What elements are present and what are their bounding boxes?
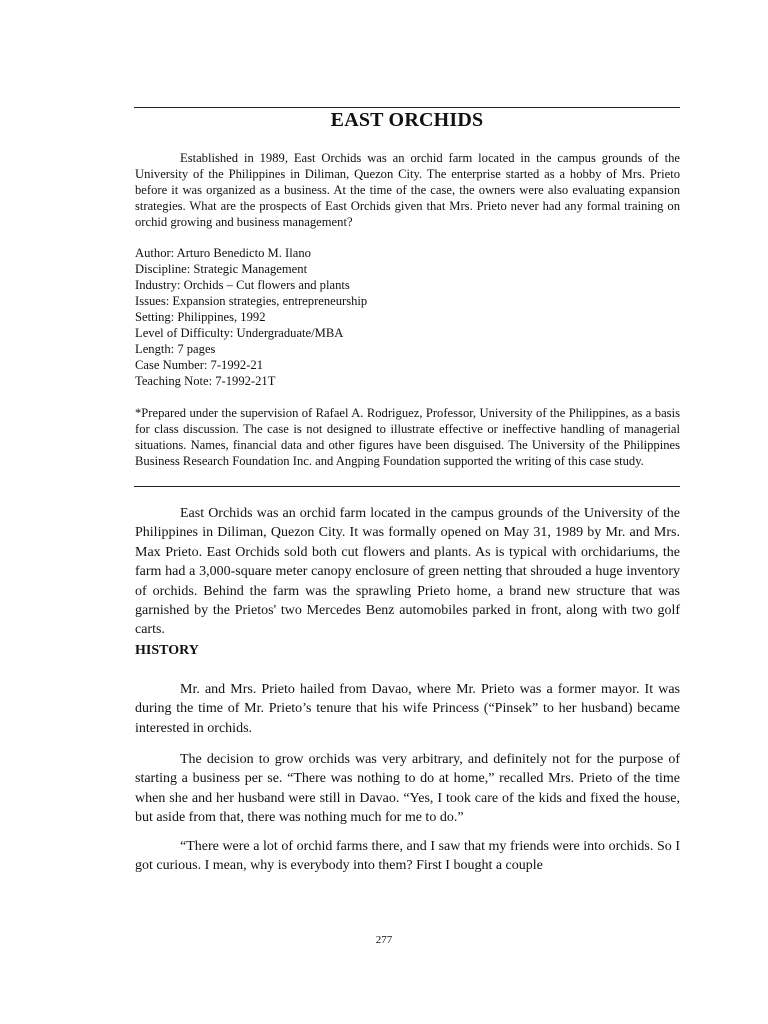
meta-difficulty: Level of Difficulty: Undergraduate/MBA: [135, 326, 344, 340]
page-number: 277: [375, 934, 393, 946]
meta-author: Author: Arturo Benedicto M. Ilano: [135, 246, 311, 260]
case-metadata: [135, 245, 367, 389]
meta-length: Length: 7 pages: [135, 342, 216, 356]
meta-teaching-note: Teaching Note: 7-1992-21T: [135, 374, 276, 388]
history-paragraph-2: The decision to grow orchids was very arbitrary, and definitely not for the purpose of starting a business per se. “There was nothing to do at home,” recalled Mrs. Prieto of the time when she and her husband were still in Davao. “Yes, I took care of the kids and fixed the house, but aside from that, there was nothing much for me to do.”: [135, 752, 680, 826]
top-rule: [134, 107, 680, 108]
meta-industry: Industry: Orchids – Cut flowers and plants: [135, 278, 350, 292]
history-paragraph-1: Mr. and Mrs. Prieto hailed from Davao, where Mr. Prieto was a former mayor. It was during the time of Mr. Prieto’s tenure that his wife Princess (“Pinsek” to her husband) became interested in orchids.: [135, 682, 680, 736]
history-paragraph-3: “There were a lot of orchid farms there, and I saw that my friends were into orchids. So I got curious. I mean, why is everybody into them? First I bought a couple: [135, 839, 680, 874]
section-heading-history: HISTORY: [135, 643, 199, 658]
case-abstract: Established in 1989, East Orchids was an orchid farm located in the campus grounds of the University of the Philippines in Diliman, Quezon City. The enterprise started as a hobby of Mrs. Prieto before it was organized as a business. At the time of the case, the owners were also evaluating expansion strategies. What are the prospects of East Orchids given that Mrs. Prieto never had any formal training on orchid growing and business management?: [135, 151, 680, 229]
meta-case-number: Case Number: 7-1992-21: [135, 358, 264, 372]
meta-issues: Issues: Expansion strategies, entrepreneurship: [135, 294, 368, 308]
case-title: EAST ORCHIDS: [330, 109, 484, 131]
meta-setting: Setting: Philippines, 1992: [135, 310, 266, 324]
footnote: *Prepared under the supervision of Rafael A. Rodriguez, Professor, University of the Philippines, as a basis for class discussion. The case is not designed to illustrate effective or ineffective handling of managerial situations. Names, financial data and other figures have been disguised. The University of the Philippines Business Research Foundation Inc. and Angping Foundation supported the writing of this case study.: [135, 406, 680, 468]
bottom-rule: [134, 486, 680, 487]
meta-discipline: Discipline: Strategic Management: [135, 262, 308, 276]
intro-paragraph: East Orchids was an orchid farm located in the campus grounds of the University of the Philippines in Diliman, Quezon City. It was formally opened on May 31, 1989 by Mr. and Mrs. Max Prieto. East Orchids sold both cut flowers and plants. As is typical with orchidariums, the farm had a 3,000-square meter canopy enclosure of green netting that shrouded a huge inventory of orchids. Behind the farm was the sprawling Prieto home, a brand new structure that was garnished by the Prietos' two Mercedes Benz automobiles parked in front, along with two golf carts.: [135, 506, 680, 638]
